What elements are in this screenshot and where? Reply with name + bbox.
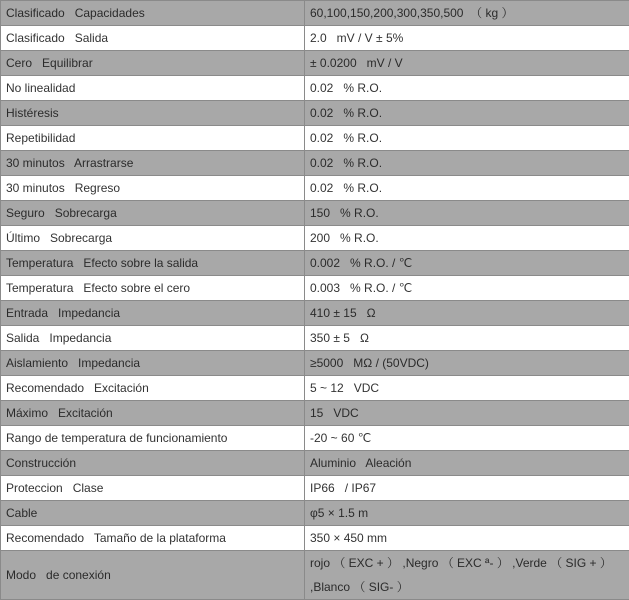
spec-label: Proteccion Clase <box>1 476 305 501</box>
spec-label: Rango de temperatura de funcionamiento <box>1 426 305 451</box>
table-row <box>1 476 629 501</box>
table-row <box>1 551 629 600</box>
spec-value: 0.002 % R.O. / ℃ <box>305 251 629 276</box>
spec-label: Recomendado Tamaño de la plataforma <box>1 526 305 551</box>
spec-label: Recomendado Excitación <box>1 376 305 401</box>
table-row <box>1 76 629 101</box>
spec-value: φ5 × 1.5 m <box>305 501 629 526</box>
table-row <box>1 226 629 251</box>
table-row <box>1 376 629 401</box>
spec-label: Cero Equilibrar <box>1 51 305 76</box>
spec-value: 0.02 % R.O. <box>305 151 629 176</box>
table-row <box>1 301 629 326</box>
spec-label: Máximo Excitación <box>1 401 305 426</box>
spec-label: No linealidad <box>1 76 305 101</box>
spec-value: ± 0.0200 mV / V <box>305 51 629 76</box>
spec-value: IP66 / IP67 <box>305 476 629 501</box>
table-row <box>1 501 629 526</box>
table-row <box>1 26 629 51</box>
spec-label: 30 minutos Arrastrarse <box>1 151 305 176</box>
table-row <box>1 251 629 276</box>
spec-label: Seguro Sobrecarga <box>1 201 305 226</box>
spec-value: 2.0 mV / V ± 5% <box>305 26 629 51</box>
table-row <box>1 451 629 476</box>
spec-value: 0.02 % R.O. <box>305 176 629 201</box>
spec-label: Clasificado Capacidades <box>1 1 305 26</box>
spec-label: Modo de conexión <box>1 551 305 600</box>
spec-value: 350 × 450 mm <box>305 526 629 551</box>
table-row <box>1 526 629 551</box>
spec-label: Clasificado Salida <box>1 26 305 51</box>
spec-value: 0.02 % R.O. <box>305 101 629 126</box>
table-row <box>1 151 629 176</box>
spec-label: Histéresis <box>1 101 305 126</box>
spec-value: 150 % R.O. <box>305 201 629 226</box>
spec-value: Aluminio Aleación <box>305 451 629 476</box>
table-row <box>1 126 629 151</box>
spec-value: ≥5000 MΩ / (50VDC) <box>305 351 629 376</box>
table-row <box>1 276 629 301</box>
table-row <box>1 401 629 426</box>
table-row <box>1 326 629 351</box>
spec-value: 200 % R.O. <box>305 226 629 251</box>
spec-value: 0.003 % R.O. / ℃ <box>305 276 629 301</box>
spec-label: Cable <box>1 501 305 526</box>
table-row <box>1 426 629 451</box>
spec-value: 60,100,150,200,300,350,500 （ kg ） <box>305 1 629 26</box>
spec-label: Aislamiento Impedancia <box>1 351 305 376</box>
spec-value: 0.02 % R.O. <box>305 76 629 101</box>
spec-label: Repetibilidad <box>1 126 305 151</box>
spec-value: rojo （ EXC + ） ,Negro （ EXC ª- ） ,Verde （ SIG + ） ,Blanco （ SIG- ） <box>305 551 629 600</box>
spec-label: Salida Impedancia <box>1 326 305 351</box>
spec-value: 410 ± 15 Ω <box>305 301 629 326</box>
spec-value: 0.02 % R.O. <box>305 126 629 151</box>
spec-value: 15 VDC <box>305 401 629 426</box>
table-row <box>1 176 629 201</box>
spec-label: 30 minutos Regreso <box>1 176 305 201</box>
spec-label: Último Sobrecarga <box>1 226 305 251</box>
table-row <box>1 1 629 26</box>
table-row <box>1 351 629 376</box>
spec-label: Temperatura Efecto sobre la salida <box>1 251 305 276</box>
spec-label: Temperatura Efecto sobre el cero <box>1 276 305 301</box>
table-row <box>1 101 629 126</box>
table-row <box>1 51 629 76</box>
spec-value: 5 ~ 12 VDC <box>305 376 629 401</box>
spec-label: Construcción <box>1 451 305 476</box>
table-row <box>1 201 629 226</box>
spec-value: -20 ~ 60 ℃ <box>305 426 629 451</box>
spec-label: Entrada Impedancia <box>1 301 305 326</box>
spec-value: 350 ± 5 Ω <box>305 326 629 351</box>
